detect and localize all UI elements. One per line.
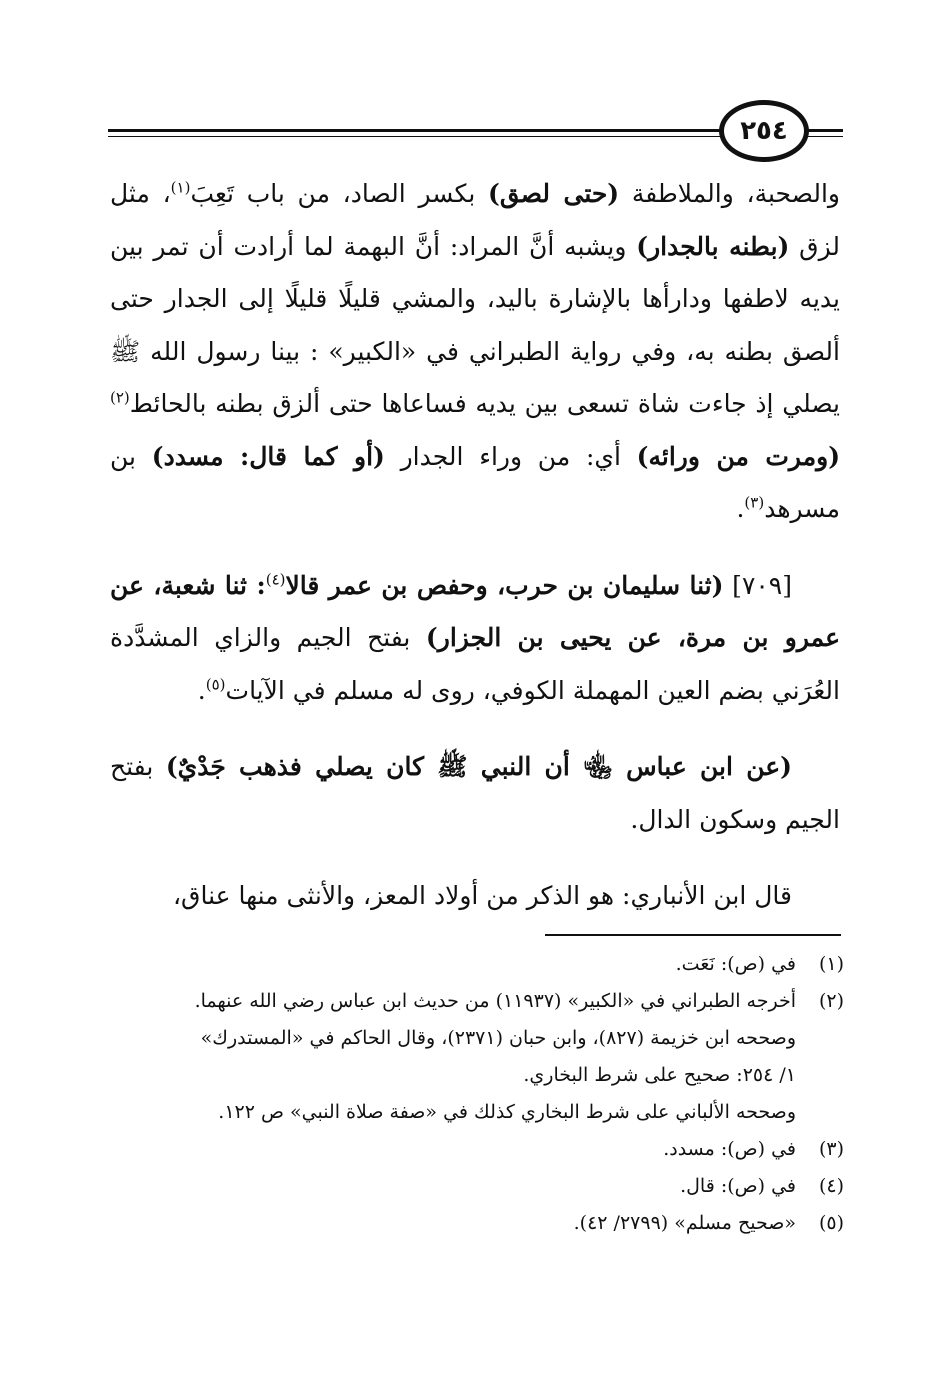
footnote-number: (٢): [818, 990, 844, 1012]
footnote-separator: [545, 934, 841, 936]
hadith-number: [٧٠٩]: [723, 570, 792, 600]
text-span: والصحبة، والملاطفة: [619, 179, 840, 208]
footnote-ref-5[interactable]: (٥): [205, 675, 226, 694]
footnote-number: (٤): [818, 1175, 844, 1197]
footnote-line: في (ص): مسدد.: [663, 1138, 796, 1160]
footnote-line: في (ص): قال.: [680, 1175, 796, 1197]
paragraph-2: [110, 560, 840, 718]
text-span: بن مسرهد: [110, 441, 840, 523]
footnote-line: في (ص): نَعَت.: [675, 953, 796, 975]
bold-span: : ثنا شعبة، عن عمرو بن مرة، عن يحيى بن الجزار): [110, 570, 840, 652]
footnote-number: (٣): [818, 1138, 844, 1160]
paragraph-1: [110, 168, 840, 536]
page-number: ٢٥٤: [719, 100, 809, 162]
text-span: بفتح الجيم والزاي المشدَّدة العُرَني بضم العين المهملة الكوفي، روى له مسلم في الآيات: [110, 623, 840, 705]
footnote-ref-3[interactable]: (٣): [744, 493, 765, 512]
bold-span: (ثنا سليمان بن حرب، وحفص بن عمر قالا: [285, 570, 724, 600]
footnote-number: (١): [818, 953, 844, 975]
footnote-number: (٥): [818, 1212, 844, 1234]
text-span: أي: من وراء الجدار: [384, 441, 637, 471]
footnote-1: [120, 946, 844, 983]
header-rule-thin: [108, 136, 720, 137]
footnote-4: [120, 1168, 844, 1205]
text-span: .: [736, 494, 745, 523]
bold-span: (عن ابن عباس ﵄ أن النبي ﷺ كان يصلي فذهب جَدْيٌ): [165, 752, 792, 781]
bold-span: (بطنه بالجدار): [636, 231, 790, 261]
footnote-ref-1[interactable]: (١): [170, 178, 191, 197]
footnote-2: [120, 983, 844, 1131]
footnote-line: أخرجه الطبراني في «الكبير» (١١٩٣٧) من حديث ابن عباس رضي الله عنهما.: [194, 990, 796, 1012]
paragraph-4: [110, 870, 840, 923]
header-rule-thick: [108, 129, 720, 132]
footnote-3: [120, 1131, 844, 1168]
text-span: بكسر الصاد، من باب تَعِبَ: [190, 179, 489, 208]
footnote-ref-2[interactable]: (٢): [110, 388, 130, 407]
footnotes: [120, 946, 844, 1242]
footnote-ref-4[interactable]: (٤): [265, 570, 286, 589]
paragraph-3: [110, 741, 840, 846]
header-rule-right-thick: [808, 129, 843, 132]
text-span: ، مثل لزق: [110, 179, 840, 261]
footnote-line: ١/ ٢٥٤: صحيح على شرط البخاري.: [523, 1064, 796, 1086]
page-header: [108, 98, 843, 164]
header-rule-right-thin: [808, 136, 843, 137]
main-text: [110, 168, 840, 923]
bold-span: (ومرت من ورائه): [636, 441, 841, 471]
text-span: .: [197, 675, 206, 705]
footnote-line: «صحيح مسلم» (٢٧٩٩/ ٤٢).: [573, 1212, 796, 1234]
bold-span: (أو كما قال: مسدد): [151, 441, 385, 471]
text-span: بفتح الجيم وسكون الدال.: [110, 752, 840, 834]
text-span: قال ابن الأنباري: هو الذكر من أولاد المعز، والأنثى منها عناق،: [172, 881, 792, 910]
footnote-5: [120, 1205, 844, 1242]
text-span: ويشبه أنَّ المراد: أنَّ البهمة لما أرادت أن تمر بين يديه لاطفها ودارأها بالإشارة باليد، والمشي قليلًا قليلًا إلى الجدار حتى ألصق بطنه به، وفي رواية الطبراني في «الكبير» : بينا رسول الله ﷺ يصلي إذ جاءت شاة تسعى بين يديه فساعاها حتى ألزق بطنه بالحائط: [110, 231, 840, 418]
footnote-line: وصححه ابن خزيمة (٨٢٧)، وابن حبان (٢٣٧١)، وقال الحاكم في «المستدرك»: [200, 1027, 796, 1049]
footnote-line: وصححه الألباني على شرط البخاري كذلك في «صفة صلاة النبي» ص ١٢٢.: [218, 1101, 796, 1123]
bold-span: (حتى لصق): [488, 179, 620, 208]
